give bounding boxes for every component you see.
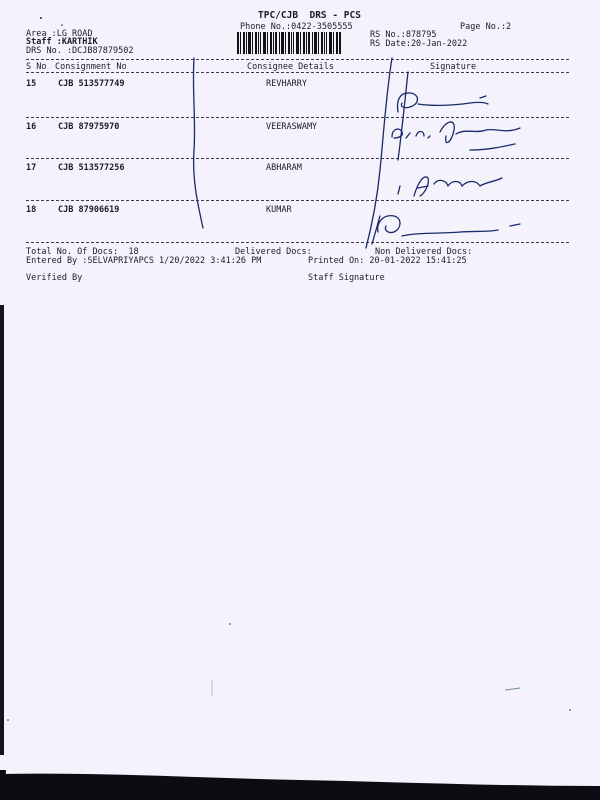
phone-number: Phone No.:0422-3505555: [240, 22, 353, 32]
rule-bottom: [26, 242, 569, 243]
total-docs: Total No. Of Docs: 18: [26, 247, 139, 257]
verified-by-label: Verified By: [26, 273, 83, 283]
signature-row-15: [398, 93, 489, 112]
row-divider: [26, 158, 569, 159]
column-divider-right: [366, 58, 392, 248]
rs-date: RS Date:20-Jan-2022: [370, 39, 468, 49]
staff-label: Staff :KARTHIK: [26, 37, 98, 47]
row-sno: 18: [26, 205, 37, 215]
signature-row-17: [398, 177, 502, 196]
scan-edge-left: [0, 305, 4, 755]
non-delivered-docs: Non Delivered Docs:: [375, 247, 473, 257]
delivered-docs: Delivered Docs:: [235, 247, 312, 257]
barcode-image: [237, 32, 341, 54]
row-consignment: CJB 513577256: [58, 163, 125, 173]
row-consignee: VEERASWAMY: [266, 122, 318, 132]
rs-number: RS No.:878795: [370, 30, 437, 40]
row-divider: [26, 200, 569, 201]
row-consignment: CJB 87906619: [58, 205, 120, 215]
printed-on: Printed On: 20-01-2022 15:41:25: [308, 256, 467, 266]
row-consignment: CJB 87975970: [58, 122, 120, 132]
row-consignment: CJB 513577749: [58, 79, 125, 89]
entered-by: Entered By :SELVAPRIYAPCS 1/20/2022 3:41:26 PM: [26, 256, 262, 266]
signature-row-18: [378, 216, 498, 236]
rule-header: [26, 72, 569, 73]
page-number: Page No.:2: [460, 22, 512, 32]
area-label: Area :LG ROAD: [26, 29, 93, 39]
col-header-signature: Signature: [430, 62, 477, 72]
column-divider-far-right: [398, 72, 408, 160]
row-consignee: REVHARRY: [266, 79, 307, 89]
row-sno: 16: [26, 122, 37, 132]
report-title: TPC/CJB DRS - PCS: [258, 10, 361, 21]
scan-edge: [0, 760, 600, 800]
rule-top: [26, 59, 569, 60]
col-header-consignment: Consignment No: [55, 62, 127, 72]
staff-signature-label: Staff Signature: [308, 273, 385, 283]
col-header-sno: S No: [26, 62, 47, 72]
column-divider-left: [193, 58, 203, 228]
row-consignee: ABHARAM: [266, 163, 302, 173]
row-divider: [26, 117, 569, 118]
row-sno: 15: [26, 79, 37, 89]
row-sno: 17: [26, 163, 37, 173]
signature-row-16: [392, 122, 520, 143]
row-consignee: KUMAR: [266, 205, 292, 215]
col-header-consignee: Consignee Details: [247, 62, 334, 72]
drs-number: DRS No. :DCJB87879502: [26, 46, 134, 56]
